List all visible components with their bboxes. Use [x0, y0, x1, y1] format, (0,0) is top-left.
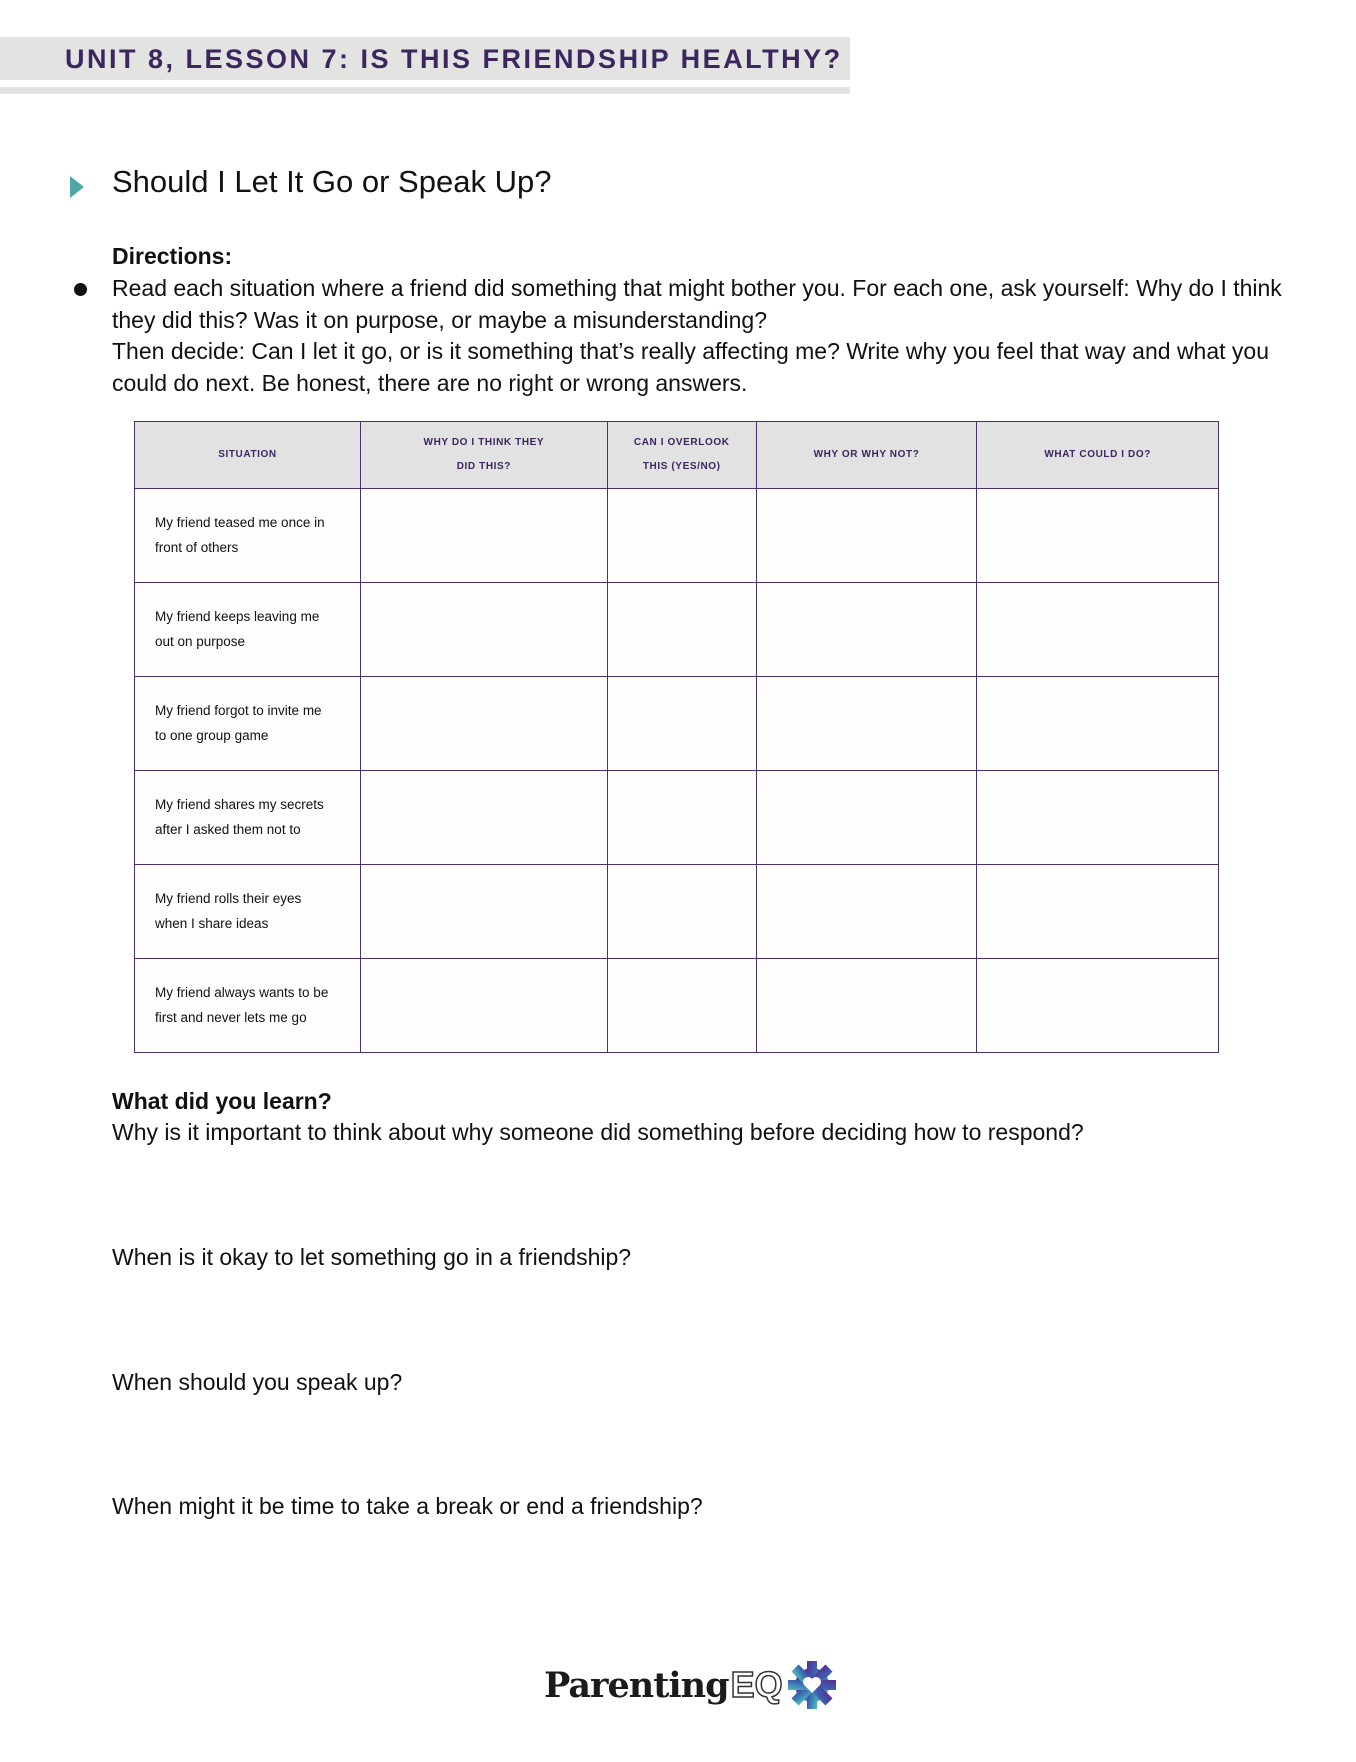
table-header-row — [135, 422, 1219, 489]
overlook-cell[interactable] — [607, 489, 756, 583]
why-not-cell[interactable] — [756, 771, 977, 865]
why-cell[interactable] — [360, 865, 607, 959]
column-header-why-or-why-not: WHY OR WHY NOT? — [756, 422, 977, 489]
what-to-do-cell[interactable] — [977, 865, 1219, 959]
why-not-cell[interactable] — [756, 865, 977, 959]
what-to-do-cell[interactable] — [977, 959, 1219, 1053]
table-row — [135, 583, 1219, 677]
parentingeq-logo — [544, 1660, 837, 1710]
overlook-cell[interactable] — [607, 771, 756, 865]
why-cell[interactable] — [360, 489, 607, 583]
table-row — [135, 677, 1219, 771]
what-to-do-cell[interactable] — [977, 583, 1219, 677]
situation-text: My friend always wants to be first and never lets me go — [155, 985, 329, 1025]
directions-text-1: Read each situation where a friend did something that might bother you. For each one, ask yourself: Why do I think they did this? Was it on purpose, or maybe a misunderstanding? — [112, 275, 1282, 333]
why-not-cell[interactable] — [756, 677, 977, 771]
header-divider — [0, 87, 850, 94]
logo-eq: EQ — [730, 1664, 783, 1705]
lesson-title: UNIT 8, LESSON 7: IS THIS FRIENDSHIP HEALTHY? — [65, 44, 843, 74]
question-4: When might it be time to take a break or end a friendship? — [112, 1493, 703, 1519]
situation-cell — [135, 583, 361, 677]
overlook-cell[interactable] — [607, 865, 756, 959]
column-header-can-overlook: CAN I OVERLOOK THIS (YES/NO) — [607, 422, 756, 489]
directions-label: Directions: — [112, 243, 233, 269]
situation-cell — [135, 489, 361, 583]
section-title: Should I Let It Go or Speak Up? — [112, 164, 552, 199]
what-to-do-cell[interactable] — [977, 771, 1219, 865]
situation-text: My friend rolls their eyes when I share ideas — [155, 891, 302, 931]
column-header-why-did-this: WHY DO I THINK THEY DID THIS? — [360, 422, 607, 489]
triangle-bullet-icon — [70, 176, 84, 198]
column-header-what-could-i-do: WHAT COULD I DO? — [977, 422, 1219, 489]
gear-heart-icon — [787, 1660, 837, 1710]
overlook-cell[interactable] — [607, 959, 756, 1053]
situation-text: My friend forgot to invite me to one group game — [155, 703, 322, 743]
situation-cell — [135, 771, 361, 865]
why-cell[interactable] — [360, 771, 607, 865]
situations-table — [134, 421, 1219, 1053]
overlook-cell[interactable] — [607, 677, 756, 771]
situation-text: My friend shares my secrets after I asked them not to — [155, 797, 324, 837]
question-1: Why is it important to think about why someone did something before deciding how to respond? — [112, 1119, 1084, 1145]
logo-wordmark: Parenting — [544, 1664, 729, 1706]
directions-text — [112, 273, 1327, 399]
situation-text: My friend keeps leaving me out on purpose — [155, 609, 320, 649]
situation-text: My friend teased me once in front of others — [155, 515, 325, 555]
why-not-cell[interactable] — [756, 489, 977, 583]
situation-cell — [135, 865, 361, 959]
what-to-do-cell[interactable] — [977, 489, 1219, 583]
overlook-cell[interactable] — [607, 583, 756, 677]
question-2: When is it okay to let something go in a friendship? — [112, 1244, 632, 1270]
directions-text-2: Then decide: Can I let it go, or is it something that’s really affecting me? Write why you feel that way and what you could do next. Be honest, there are no right or wrong answers. — [112, 338, 1269, 396]
why-cell[interactable] — [360, 677, 607, 771]
table-row — [135, 865, 1219, 959]
situation-cell — [135, 959, 361, 1053]
what-to-do-cell[interactable] — [977, 677, 1219, 771]
why-not-cell[interactable] — [756, 583, 977, 677]
question-3: When should you speak up? — [112, 1369, 403, 1395]
why-cell[interactable] — [360, 959, 607, 1053]
why-not-cell[interactable] — [756, 959, 977, 1053]
column-header-situation: SITUATION — [135, 422, 361, 489]
table-row — [135, 489, 1219, 583]
why-cell[interactable] — [360, 583, 607, 677]
table-row — [135, 959, 1219, 1053]
situation-cell — [135, 677, 361, 771]
learn-title: What did you learn? — [112, 1088, 332, 1114]
table-row — [135, 771, 1219, 865]
bullet-icon — [74, 283, 87, 296]
